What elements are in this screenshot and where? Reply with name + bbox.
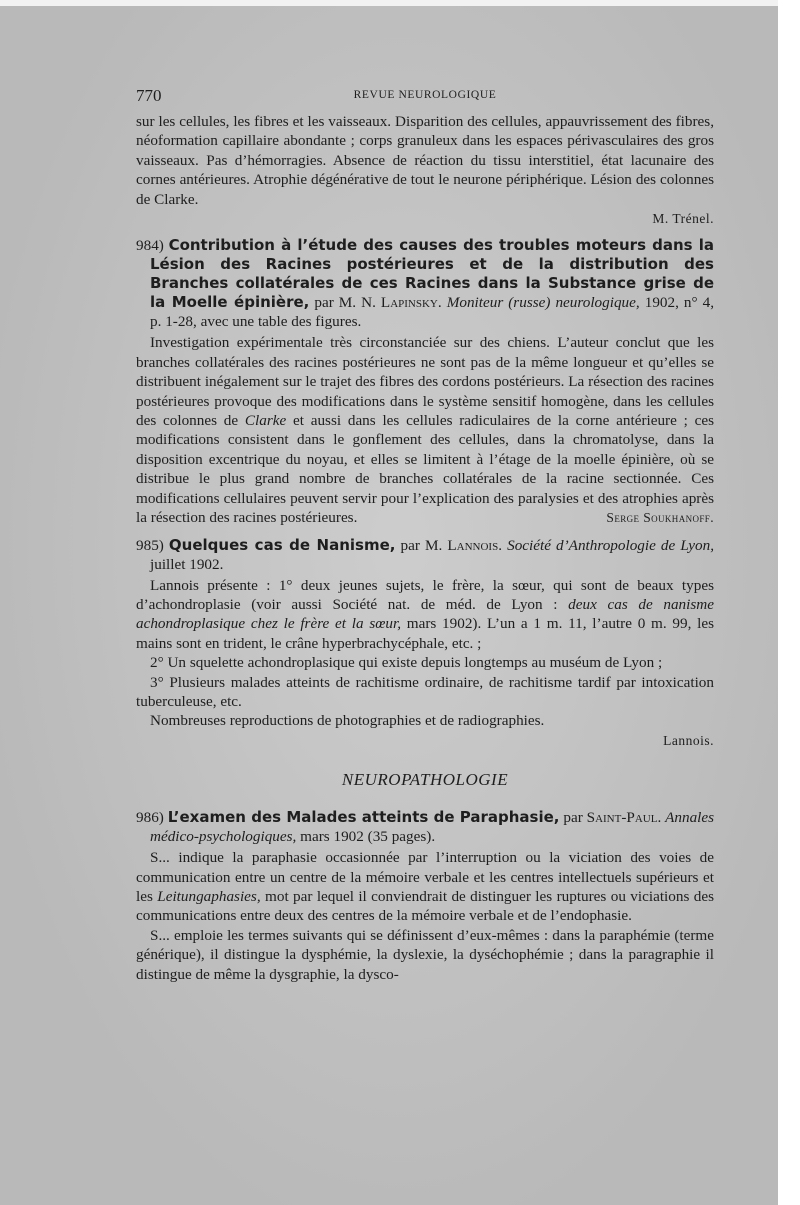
body-text: S... indique la paraphasie occasionnée par l’interruption ou la viciation des voies de communication entre un centre de la mémoire verbale et les centres intellectuels supérieurs et les xyxy=(136,849,714,905)
page-content xyxy=(136,86,714,984)
abstract-entry-985 xyxy=(136,536,714,751)
entry-985-heading xyxy=(136,536,714,574)
page-header xyxy=(136,86,714,112)
page-number: 770 xyxy=(136,86,162,105)
continued-paragraph: sur les cellules, les fibres et les vaisseaux. Disparition des cellules, appauvrissement des fibres, néoformation capillaire abondante ; corps granuleux dans les espaces périvasculaires des gros vaisseaux. Pas d’hémorragies. Absence de réaction du tissu interstitiel, état lacunaire des cornes antérieures. Atrophie dégénérative de tout le neurone périphérique. Lésion des colonnes de Clarke. xyxy=(136,113,714,208)
journal-name: Moniteur (russe) neurologique, xyxy=(446,294,640,312)
entry-number: 984) xyxy=(136,237,164,255)
signature-lannois: Lannois. xyxy=(663,732,714,748)
body-italic: deux cas de nanisme achondroplasique chez le frère et la sœur, xyxy=(136,595,714,633)
body-italic: Leitungaphasies, xyxy=(157,887,261,905)
journal-name: Annales médico-psychologiques, xyxy=(150,809,715,846)
page-right-margin xyxy=(778,0,800,1205)
journal-name: Société d’Anthropologie de Lyon, xyxy=(507,536,715,554)
author-prefix: par M. xyxy=(400,536,443,554)
entry-985-paragraph-1 xyxy=(136,576,714,654)
body-text-continued: mot par lequel il conviendrait de distinguer les ruptures ou viciations des communications entre deux des centres de la mémoire verbale et de l’endophasie. xyxy=(136,887,714,925)
body-text-continued: et aussi dans les cellules radiculaires de la corne antérieure ; ces modifications consistent dans le gonflement des cellules, dans la chromatolyse, dans la disposition excentrique du noyau, et elles se limitent à l’étage de la moelle épinière, où se distribue le plus grand nombre de branches collatérales de la racine sectionnée. Ces modifications cellulaires peuvent servir pour l’explication des paralysies et des atrophies après la résection des racines postérieures. xyxy=(136,412,715,527)
entry-986-paragraph-2: S... emploie les termes suivants qui se définissent d’eux-mêmes : dans la paraphémie (terme générique), il distingue la dysphémie, la dyslexie, la dyséchophémie ; dans la paragraphie il distingue de même la dysgraphie, la dysco- xyxy=(136,926,714,983)
body-text: Investigation expérimentale très circonstanciée sur des chiens. L’auteur conclut que les branches collatérales des racines postérieures ne sont pas de la même longueur et qu’elles se distribuent inégalement sur le trajet des fibres des cordons postérieurs. La résection des racines postérieures provoque des modifications dans le système sensitif homogène, dans les cellules des colonnes de xyxy=(136,334,714,430)
citation: mars 1902 (35 pages). xyxy=(300,828,436,846)
section-heading: NEUROPATHOLOGIE xyxy=(341,770,509,790)
citation-date: juillet 1902. xyxy=(150,555,224,573)
entry-985-paragraph-3: 3° Plusieurs malades atteints de rachitisme ordinaire, de rachitisme tardif par intoxication tuberculeuse, etc. xyxy=(136,673,714,710)
signature-soukhanoff: Serge Soukhanoff. xyxy=(606,510,714,526)
author-prefix: par M. N. xyxy=(314,294,376,312)
signature-trenel: M. Trénel. xyxy=(652,211,714,227)
entry-title: Quelques cas de Nanisme, xyxy=(168,535,396,554)
body-italic: Clarke xyxy=(244,412,287,430)
entry-985-paragraph-4: Nombreuses reproductions de photographies et de radiographies. xyxy=(150,712,545,730)
author-name: Lannois. xyxy=(447,536,503,554)
entry-title: L’examen des Malades atteints de Paraphasie, xyxy=(167,808,560,827)
entry-985-paragraph-2: 2° Un squelette achondroplasique qui existe depuis longtemps au muséum de Lyon ; xyxy=(150,654,663,672)
citation: 1902, n° 4, p. 1-28, avec une table des figures. xyxy=(150,294,715,331)
body-text: Lannois présente : 1° deux jeunes sujets, le frère, la sœur, qui sont de beaux types d’achondroplasie (voir aussi Société nat. de méd. de Lyon : xyxy=(136,576,714,613)
author-prefix: par xyxy=(563,809,583,827)
abstract-entry-986 xyxy=(136,808,714,984)
entry-title: Contribution à l’étude des causes des troubles moteurs dans la Lésion des Racines postérieures et de la distribution des Branches collatérales de ces Racines dans la Substance grise de la Moelle épinière, xyxy=(150,236,715,312)
author-name: Saint-Paul. xyxy=(586,809,662,827)
body-text-continued: mars 1902). L’un a 1 m. 11, l’autre 0 m. 99, les mains sont en trident, le crâne hyperbrachycéphale, etc. ; xyxy=(136,615,715,652)
entry-number: 986) xyxy=(136,809,164,827)
entry-986-heading xyxy=(136,808,714,846)
abstract-entry-984 xyxy=(136,236,714,527)
page-top-edge xyxy=(0,0,800,6)
author-name: Lapinsky. xyxy=(380,294,442,312)
entry-984-heading xyxy=(136,236,714,331)
entry-number: 985) xyxy=(136,536,164,554)
entry-984-body xyxy=(136,333,714,527)
running-head: REVUE NEUROLOGIQUE xyxy=(353,89,497,101)
entry-986-paragraph-1 xyxy=(136,848,714,926)
